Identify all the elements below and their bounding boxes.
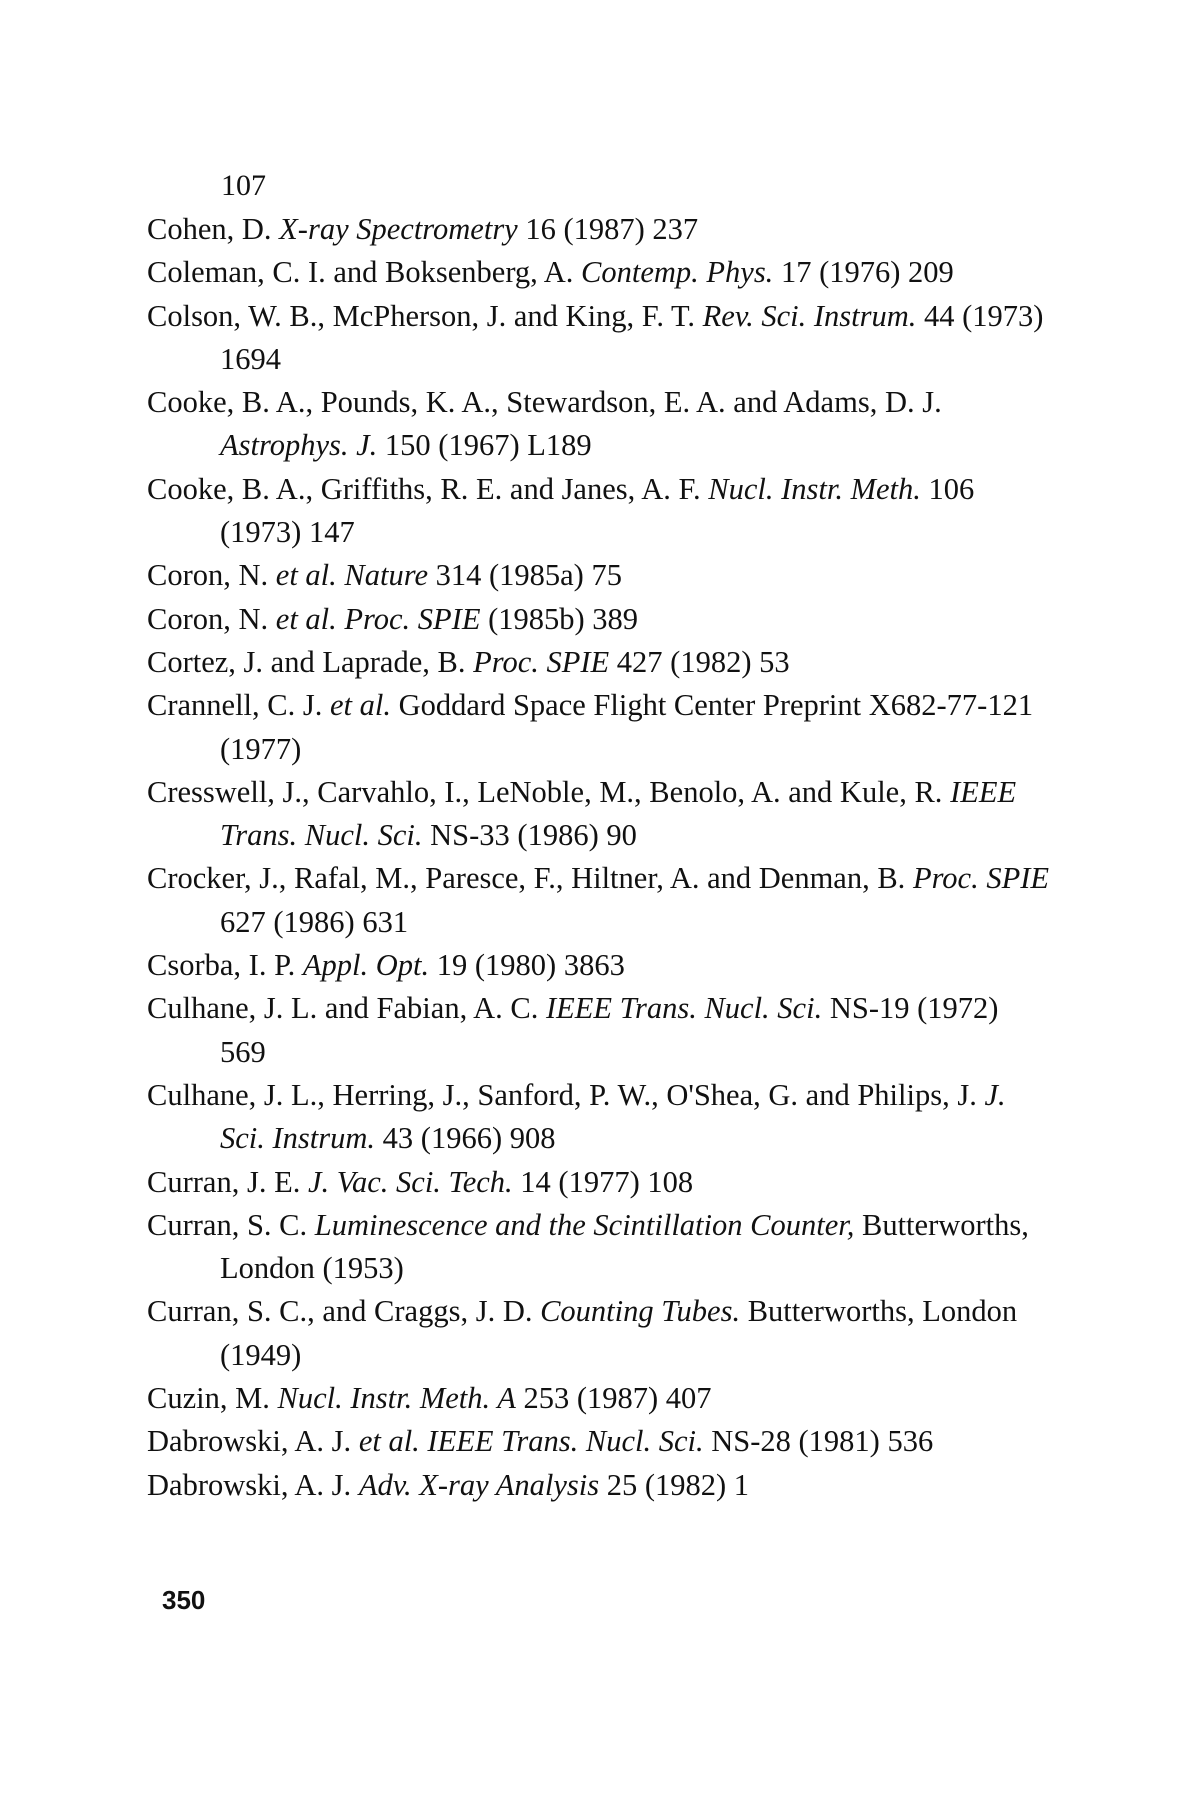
reference-italic-text: Proc. SPIE (912, 861, 1050, 896)
reference-text: (1985b) 389 (480, 601, 639, 636)
reference-text: Cooke, B. A., Griffiths, R. E. and Janes, A. F. (147, 471, 709, 506)
reference-italic-text: Astrophys. J. (220, 428, 378, 463)
reference-text: Curran, S. C. (147, 1207, 315, 1242)
reference-text: NS-33 (1986) 90 (422, 818, 637, 853)
reference-italic-text: Counting Tubes. (540, 1294, 741, 1329)
reference-italic-text: et al. IEEE Trans. Nucl. Sci. (358, 1424, 704, 1459)
reference-text: NS-28 (1981) 536 (703, 1424, 934, 1459)
reference-text: 16 (1987) 237 (517, 212, 699, 246)
reference-text: Goddard Space Flight Center Preprint X682-77-121 (1977) (220, 688, 1041, 766)
reference-entry (147, 208, 1050, 251)
reference-entry (147, 295, 1050, 382)
reference-text: Cohen, D. (147, 212, 280, 246)
reference-text: Colson, W. B., McPherson, J. and King, F. T. (147, 298, 703, 333)
reference-entry (147, 987, 1050, 1074)
reference-italic-text: IEEE Trans. Nucl. Sci. (220, 774, 1024, 853)
reference-italic-text: Nucl. Instr. Meth. A (277, 1381, 516, 1416)
reference-entry (147, 381, 1050, 468)
reference-text: Cooke, B. A., Pounds, K. A., Stewardson, E. A. and Adams, D. J. (147, 385, 950, 420)
reference-list (147, 208, 1057, 1507)
reference-italic-text: J. Sci. Instrum. (220, 1077, 1014, 1156)
reference-entry (147, 1464, 1050, 1507)
reference-italic-text: Rev. Sci. Instrum. (702, 298, 917, 333)
reference-text: 106 (1973) 147 (220, 471, 982, 550)
reference-italic-text: Proc. SPIE (473, 644, 610, 679)
reference-text: 627 (1986) 631 (220, 861, 1057, 939)
reference-text: Curran, S. C., and Craggs, J. D. (147, 1294, 541, 1329)
reference-text: Coron, N. (147, 601, 276, 636)
reference-text: Culhane, J. L., Herring, J., Sanford, P. W., O'Shea, G. and Philips, J. (147, 1077, 985, 1112)
reference-text: 427 (1982) 53 (609, 644, 790, 679)
reference-italic-text: J. Vac. Sci. Tech. (307, 1164, 513, 1199)
reference-text: Crocker, J., Rafal, M., Paresce, F., Hiltner, A. and Denman, B. (147, 861, 913, 896)
reference-text: Cuzin, M. (147, 1381, 278, 1416)
reference-text: Butterworths, London (1949) (220, 1294, 1025, 1372)
reference-italic-text: Nucl. Instr. Meth. (708, 471, 921, 506)
reference-entry (147, 641, 1050, 684)
reference-italic-text: Contemp. Phys. (581, 255, 774, 290)
reference-text: Dabrowski, A. J. (147, 1424, 359, 1459)
reference-text: NS-19 (1972) 569 (220, 991, 1007, 1069)
reference-text: 150 (1967) L189 (377, 428, 592, 463)
reference-entry (147, 554, 1050, 597)
reference-italic-text: et al. (330, 688, 391, 723)
reference-entry (147, 598, 1050, 641)
reference-italic-text: et al. Nature (275, 558, 428, 593)
reference-text: Coron, N. (147, 558, 276, 593)
reference-text: Butterworths, London (1953) (220, 1207, 1037, 1286)
reference-text: 25 (1982) 1 (599, 1467, 750, 1502)
reference-text: 17 (1976) 209 (773, 255, 954, 290)
page-number-bottom: 350 (162, 1585, 206, 1615)
reference-italic-text: Appl. Opt. (302, 948, 430, 983)
reference-text: 19 (1980) 3863 (429, 948, 625, 983)
reference-text: Cresswell, J., Carvahlo, I., LeNoble, M., Benolo, A. and Kule, R. (147, 774, 951, 809)
reference-italic-text: IEEE Trans. Nucl. Sci. (546, 991, 823, 1026)
reference-text: Dabrowski, A. J. (147, 1467, 359, 1502)
reference-entry (147, 1290, 1050, 1377)
reference-entry (147, 1377, 1050, 1420)
reference-text: 253 (1987) 407 (515, 1381, 712, 1416)
reference-text: 44 (1973) 1694 (220, 298, 1052, 376)
reference-entry (147, 468, 1050, 555)
reference-entry (147, 1074, 1050, 1161)
reference-entry (147, 1420, 1050, 1463)
reference-entry (147, 1204, 1050, 1291)
reference-text: Culhane, J. L. and Fabian, A. C. (147, 991, 547, 1026)
reference-entry (147, 944, 1050, 987)
reference-text: Curran, J. E. (147, 1164, 308, 1199)
reference-italic-text: X-ray Spectrometry (279, 212, 518, 246)
reference-entry (147, 771, 1050, 858)
reference-text: 314 (1985a) 75 (427, 558, 622, 593)
reference-text: Crannell, C. J. (147, 688, 330, 723)
reference-text: Csorba, I. P. (147, 948, 303, 983)
reference-text: 43 (1966) 908 (375, 1121, 556, 1156)
reference-entry (147, 857, 1057, 944)
reference-text: Cortez, J. and Laprade, B. (147, 644, 474, 679)
reference-text: Coleman, C. I. and Boksenberg, A. (147, 255, 582, 290)
reference-italic-text: Luminescence and the Scintillation Counter, (314, 1207, 855, 1242)
reference-entry (147, 684, 1050, 771)
reference-entry (147, 251, 1050, 294)
reference-text: 14 (1977) 108 (512, 1164, 694, 1199)
reference-entry (147, 1161, 1050, 1204)
reference-italic-text: Adv. X-ray Analysis (358, 1467, 600, 1502)
page-number-top: 107 (221, 169, 266, 202)
reference-italic-text: et al. Proc. SPIE (275, 601, 481, 636)
